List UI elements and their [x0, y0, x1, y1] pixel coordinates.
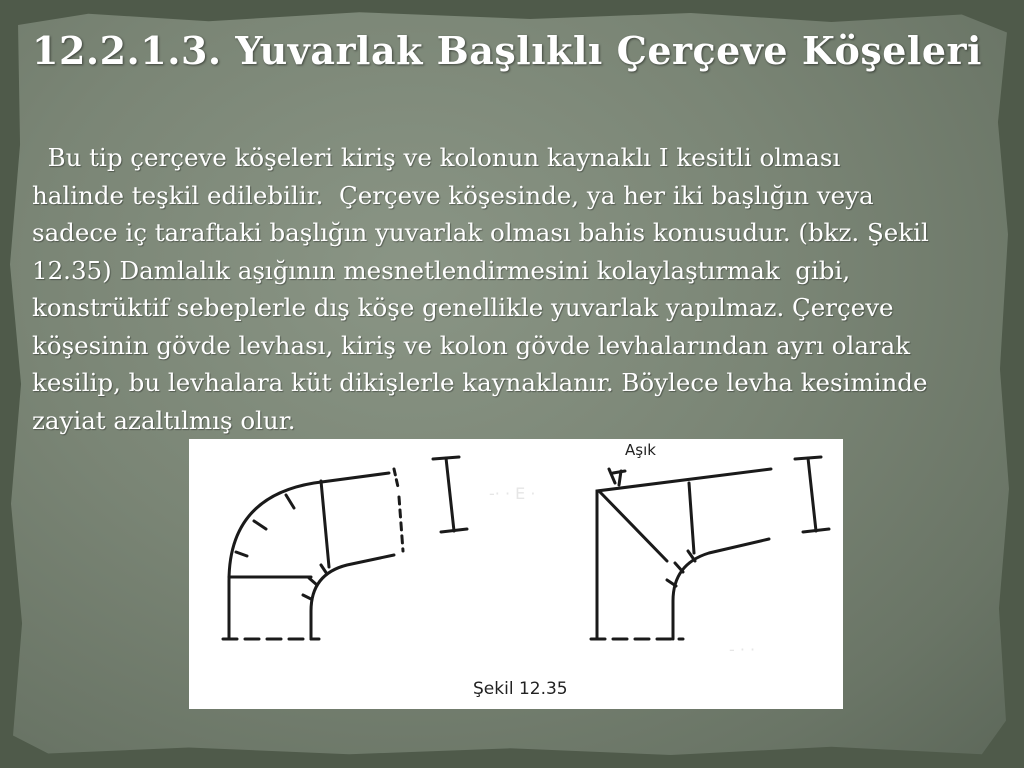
- paragraph-line: zayiat azaltılmış olur.: [32, 405, 296, 435]
- left-i-section-icon: [433, 457, 467, 532]
- ghost-mark: -· · E ·: [489, 484, 536, 503]
- right-i-section-icon: [795, 457, 829, 532]
- paragraph-line: köşesinin gövde levhası, kiriş ve kolon gövde levhalarından ayrı olarak: [32, 330, 911, 360]
- figure-caption: Şekil 12.35: [473, 679, 568, 699]
- paragraph-line: sadece iç taraftaki başlığın yuvarlak olması bahis konusudur. (bkz. Şekil: [32, 218, 929, 247]
- ghost-mark: - · ·: [729, 640, 756, 659]
- right-corner-drawing: [591, 469, 771, 639]
- slide-title: 12.2.1.3. Yuvarlak Başlıklı Çerçeve Köşeleri: [32, 28, 982, 73]
- frame-corner-drawings: [189, 439, 843, 709]
- figure-12-35: [189, 439, 843, 709]
- paragraph-line: Bu tip çerçeve köşeleri kiriş ve kolonun kaynaklı I kesitli olması: [32, 143, 841, 172]
- paragraph-line: kesilip, bu levhalara küt dikişlerle kaynaklanır. Böylece levha kesiminde: [32, 368, 928, 397]
- body-paragraph: [32, 139, 994, 439]
- purlin-label: Aşık: [625, 441, 656, 459]
- left-corner-drawing: [223, 469, 403, 639]
- paragraph-line: 12.35) Damlalık aşığının mesnetlendirmesini kolaylaştırmak gibi,: [32, 255, 851, 285]
- paragraph-line: konstrüktif sebeplerle dış köşe genellikle yuvarlak yapılmaz. Çerçeve: [32, 293, 894, 322]
- paragraph-line: halinde teşkil edilebilir. Çerçeve köşesinde, ya her iki başlığın veya: [32, 180, 874, 210]
